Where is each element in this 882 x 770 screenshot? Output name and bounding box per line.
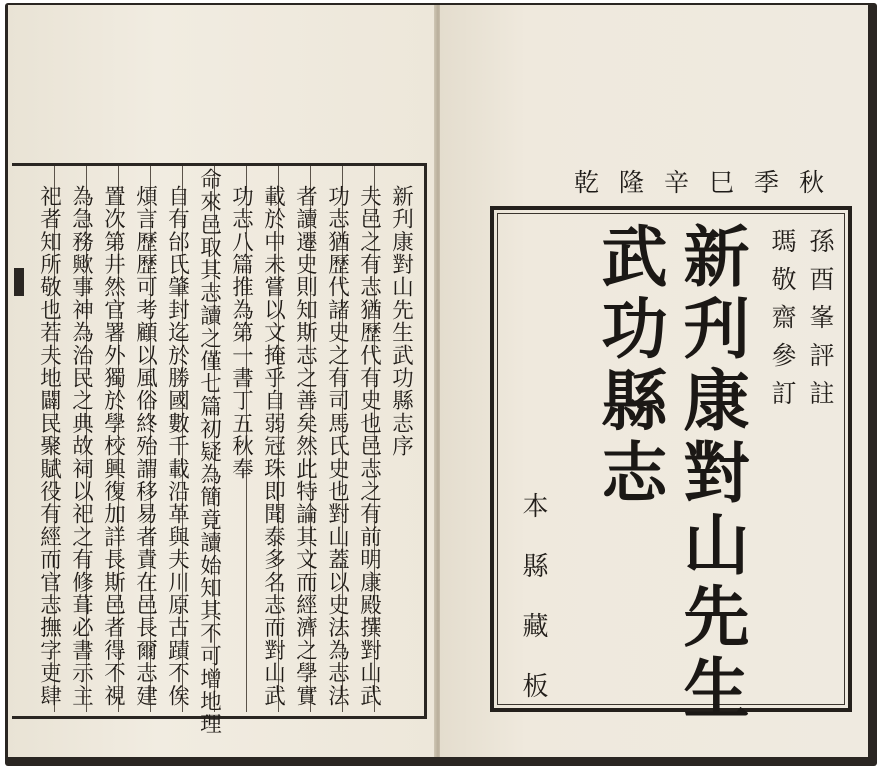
preface-column: 功志猶歷代諸史之有司馬氏史也對山蓋以史法為志法 — [324, 185, 350, 708]
preface-column: 祀者知所敬也若夫地闢民聚賦役有經而官志撫字吏肆 — [36, 185, 62, 708]
publisher-line: 本縣藏板 — [518, 492, 548, 732]
book-title: 新刋康對山先生 — [672, 222, 750, 726]
preface-column: 為急務歟事神為治民之典故祠以祀之有修葺必書示主 — [68, 185, 94, 708]
preface-column: 功志八篇推為第一書丁五秋奉 — [228, 185, 254, 481]
preface-column: 煩言歷歷可考顧以風俗終殆謂移易者責在邑長爾志建 — [132, 185, 158, 708]
preface-column: 置次第井然官署外獨於學校興復加詳長斯邑者得不視 — [100, 185, 126, 708]
preface-column: 夫邑之有志猶歷代有史也邑志之有前明康殿撰對山武 — [356, 185, 382, 708]
preface-column: 者讀遷史則知斯志之善矣然此特論其文而經濟之學實 — [292, 185, 318, 708]
editor-line: 孫酉峯評註 — [806, 228, 835, 418]
block-edge-mark — [14, 268, 24, 296]
preface-title: 新刋康對山先生武功縣志序 — [388, 185, 414, 458]
preface-column: 自有邰氏肇封迄於勝國數千載沿革與夫川原古蹟不俟 — [164, 185, 190, 708]
book-subtitle: 武功縣志 — [590, 222, 668, 510]
preface-column: 載於中未嘗以文掩乎自弱冠珠即聞泰多名志而對山武 — [260, 185, 286, 708]
editor-line: 瑪敬齋參訂 — [768, 228, 797, 418]
date-line: 乾隆辛巳季秋 — [573, 168, 844, 197]
preface-column: 命來邑取其志讀之僅七篇初疑為簡竟讀始知其不可增地理 — [196, 168, 222, 736]
